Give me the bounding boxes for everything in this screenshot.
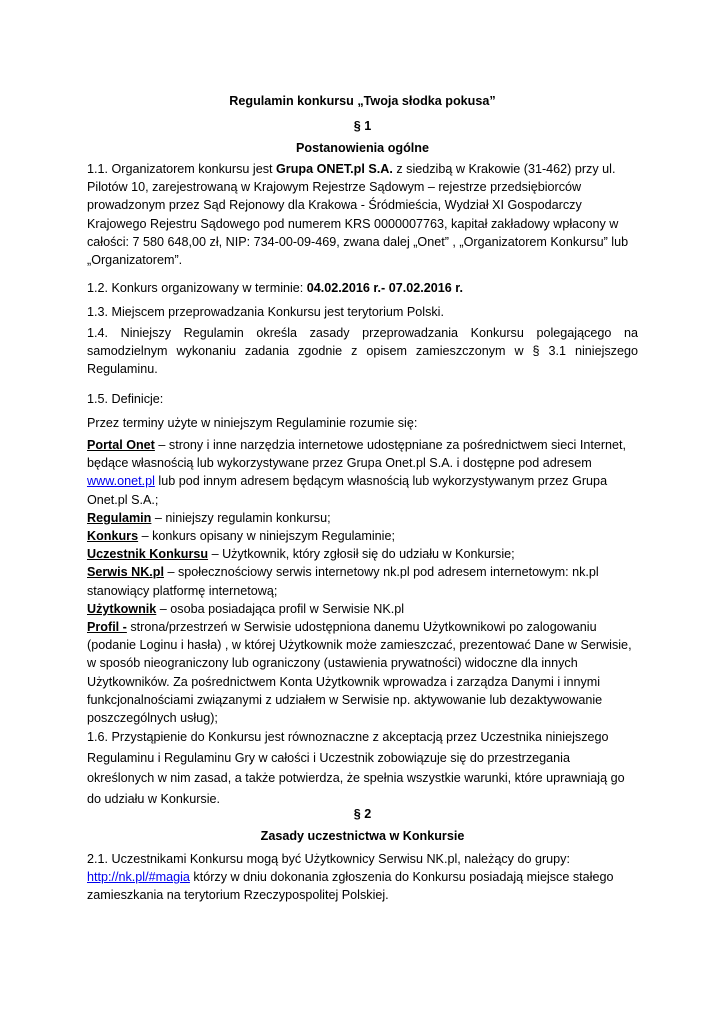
p12-text: 1.2. Konkurs organizowany w terminie: <box>87 281 307 295</box>
definition-konkurs <box>87 527 638 545</box>
definitions-list <box>87 436 638 809</box>
p21-text-b: którzy w dniu dokonania zgłoszenia do Konkursu posiadają miejsce stałego zamieszkania na terytorium Rzeczypospolitej Polskiej. <box>87 870 614 903</box>
section-2-number: § 2 <box>353 807 372 821</box>
term-serwis: Serwis NK.pl <box>87 565 164 580</box>
definition-portal-onet <box>87 436 638 509</box>
portal-text-a: – strony i inne narzędzia internetowe udostępniane za pośrednictwem sieci Internet, będące własnością lub wykorzystywane przez Grupa Onet.pl S.A. i dostępne pod adresem <box>87 438 627 471</box>
portal-text-b: lub pod innym adresem będącym własnością lub wykorzystywanym przez Grupa Onet.pl S.A.; <box>87 474 608 507</box>
term-regulamin: Regulamin <box>87 510 152 525</box>
paragraph-1-3: 1.3. Miejscem przeprowadzania Konkursu jest terytorium Polski. <box>87 305 444 319</box>
organizer-name: Grupa ONET.pl S.A. <box>276 162 393 176</box>
term-uzytkownik: Użytkownik <box>87 601 157 616</box>
uzytkownik-text: – osoba posiadająca profil w Serwisie NK.pl <box>156 601 405 616</box>
serwis-text: – społecznościowy serwis internetowy nk.pl pod adresem internetowym: nk.pl stanowiący platformę internetową; <box>87 565 599 598</box>
p11-text-b: z siedzibą w Krakowie (31-462) przy ul. Pilotów 10, zarejestrowaną w Krajowym Rejestrze Sądowym – rejestrze przedsiębiorców prowadzonym przez Sąd Rejonowy dla Krakowa - Śródmieścia, Wydział XI Gospodarczy Krajowego Rejestru Sądowego pod numerem KRS 0000007763, kapitał zakładowy wpłacony w całości: 7 580 648,00 zł, NIP: 734-00-09-469, zwana dalej „Onet” , „Organizatorem Konkursu” lub „Organizatorem”. <box>87 162 629 268</box>
konkurs-text: – konkurs opisany w niniejszym Regulaminie; <box>138 529 395 544</box>
term-profil: Profil - <box>87 620 127 635</box>
section-1-number: § 1 <box>353 119 372 133</box>
term-konkurs: Konkurs <box>87 529 139 544</box>
section-1-heading: Postanowienia ogólne <box>296 141 429 155</box>
section-2-heading: Zasady uczestnictwa w Konkursie <box>260 829 465 843</box>
regulamin-text: – niniejszy regulamin konkursu; <box>151 510 331 525</box>
paragraph-1-1 <box>87 160 638 269</box>
definition-regulamin <box>87 509 638 527</box>
document-title: Regulamin konkursu „Twoja słodka pokusa” <box>229 94 496 108</box>
uczestnik-text: – Użytkownik, który zgłosił się do udziału w Konkursie; <box>208 547 515 562</box>
onet-link[interactable]: www.onet.pl <box>87 474 155 489</box>
contest-dates: 04.02.2016 r.- 07.02.2016 r. <box>306 281 463 295</box>
term-uczestnik: Uczestnik Konkursu <box>87 547 209 562</box>
definition-uzytkownik <box>87 600 638 618</box>
paragraph-2-1 <box>87 850 638 905</box>
definition-serwis <box>87 563 638 599</box>
profil-text: strona/przestrzeń w Serwisie udostępniona danemu Użytkownikowi po zalogowaniu (podanie Loginu i hasła) , w której Użytkownik może zamieszczać, prezentować Dane w Serwisie, w sposób nieograniczony lub ograniczony (ustawienia prywatności) widoczne dla innych Użytkowników. Za pośrednictwem Konta Użytkownik wprowadza i zarządza Danymi i innymi funkcjonalnościami związanymi z udziałem w Serwisie np. aktywowanie lub dezaktywowanie poszczególnych usług); <box>87 620 632 726</box>
paragraph-1-4: 1.4. Niniejszy Regulamin określa zasady przeprowadzania Konkursu polegającego na samodzielnym wykonaniu zadania zgodnie z opisem zamieszczonym w § 3.1 niniejszego Regulaminu. <box>87 326 638 377</box>
paragraph-1-5: 1.5. Definicje: <box>87 392 164 406</box>
term-portal-onet: Portal Onet <box>87 438 155 452</box>
p21-text-a: 2.1. Uczestnikami Konkursu mogą być Użytkownicy Serwisu NK.pl, należący do grupy: <box>87 852 570 866</box>
paragraph-1-2 <box>87 279 638 297</box>
p11-text-a: 1.1. Organizatorem konkursu jest <box>87 162 276 176</box>
definition-uczestnik <box>87 545 638 563</box>
definitions-intro: Przez terminy użyte w niniejszym Regulaminie rozumie się: <box>87 416 418 430</box>
paragraph-1-6: 1.6. Przystąpienie do Konkursu jest równoznaczne z akceptacją przez Uczestnika niniejszego Regulaminu i Regulaminu Gry w całości i Uczestnik zobowiązuje się do przestrzegania określonych w nim zasad, a także potwierdza, że spełnia wszystkie warunki, które uprawniają go do udziału w Konkursie. <box>87 730 625 806</box>
definition-profil <box>87 618 638 727</box>
nk-magia-link[interactable]: http://nk.pl/#magia <box>87 870 190 885</box>
